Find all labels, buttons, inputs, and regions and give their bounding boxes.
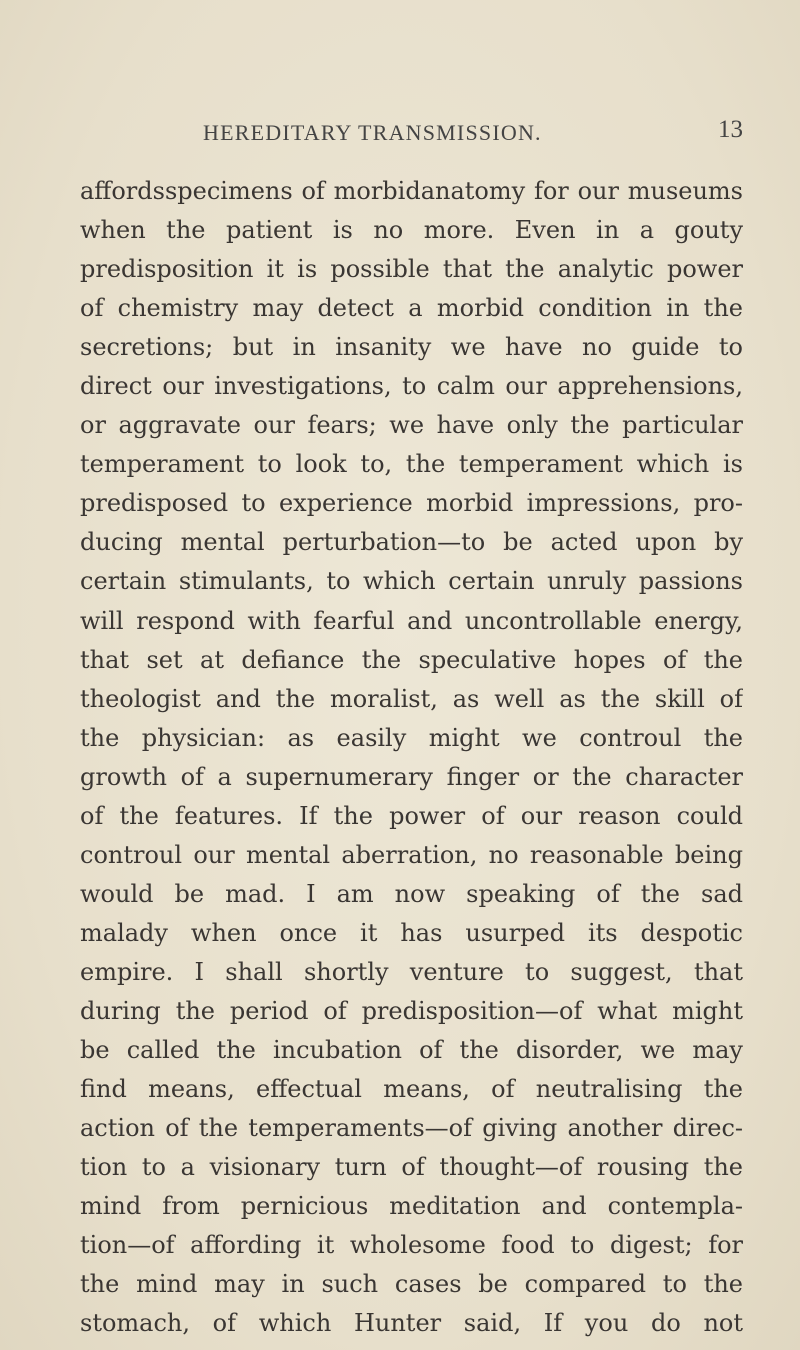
text-line: affordsspecimens of morbidanatomy for our museums bbox=[80, 177, 743, 205]
text-line: find means, effectual means, of neutralising the bbox=[80, 1075, 743, 1104]
text-line: tion to a visionary turn of thought—of rousing the bbox=[80, 1153, 743, 1182]
text-line: empire. I shall shortly venture to suggest, that bbox=[80, 957, 743, 986]
text-line: ducing mental perturbation—to be acted upon by bbox=[80, 528, 743, 557]
text-line: be called the incubation of the disorder, we may bbox=[80, 1036, 743, 1065]
text-line: certain stimulants, to which certain unruly passions bbox=[80, 567, 743, 596]
text-line: predisposition it is possible that the analytic power bbox=[80, 255, 743, 284]
text-line: direct our investigations, to calm our apprehensions, bbox=[80, 372, 743, 401]
text-line: stomach, of which Hunter said, If you do not bbox=[80, 1309, 743, 1338]
text-line: action of the temperaments—of giving another direc- bbox=[80, 1114, 743, 1143]
text-line: tion—of affording it wholesome food to digest; for bbox=[80, 1231, 743, 1260]
text-line: when the patient is no more. Even in a gouty bbox=[80, 216, 743, 245]
text-line: controul our mental aberration, no reasonable being bbox=[80, 840, 743, 869]
running-head bbox=[203, 116, 743, 152]
page-number: 13 bbox=[718, 116, 743, 143]
text-line: predisposed to experience morbid impressions, pro- bbox=[80, 489, 743, 518]
text-line: the physician: as easily might we controul the bbox=[80, 723, 743, 752]
text-line: of chemistry may detect a morbid condition in the bbox=[80, 294, 743, 323]
text-line: growth of a supernumerary finger or the character bbox=[80, 762, 743, 791]
text-line: of the features. If the power of our reason could bbox=[80, 801, 743, 830]
text-line: during the period of predisposition—of what might bbox=[80, 996, 743, 1025]
text-line: theologist and the moralist, as well as the skill of bbox=[80, 684, 743, 713]
text-line: secretions; but in insanity we have no guide to bbox=[80, 333, 743, 362]
text-line: or aggravate our fears; we have only the particular bbox=[80, 411, 743, 440]
text-line: the mind may in such cases be compared to the bbox=[80, 1270, 743, 1299]
running-title: HEREDITARY TRANSMISSION. bbox=[203, 120, 542, 145]
text-line: mind from pernicious meditation and contempla- bbox=[80, 1192, 743, 1221]
text-line: malady when once it has usurped its despotic bbox=[80, 918, 743, 947]
text-line: will respond with fearful and uncontrollable energy, bbox=[80, 606, 743, 635]
body-text bbox=[80, 172, 743, 1343]
text-line: temperament to look to, the temperament which is bbox=[80, 450, 743, 479]
text-line: that set at defiance the speculative hopes of the bbox=[80, 645, 743, 674]
text-line: would be mad. I am now speaking of the sad bbox=[80, 879, 743, 908]
